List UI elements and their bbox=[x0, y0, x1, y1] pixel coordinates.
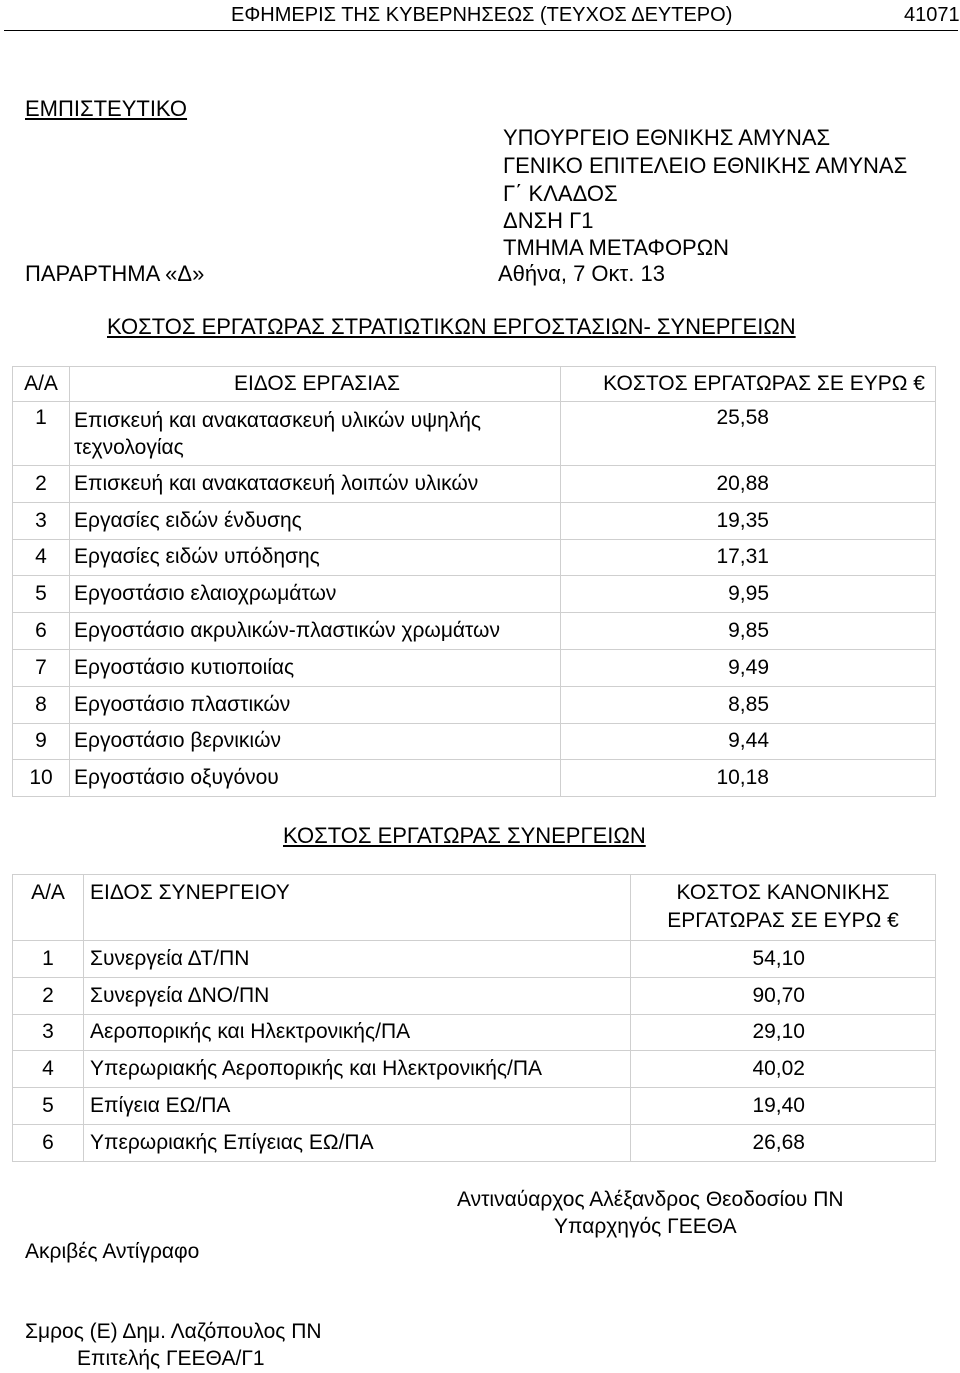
row-aa: 9 bbox=[13, 723, 70, 760]
table-row bbox=[13, 977, 936, 1014]
header-aa: Α/Α bbox=[13, 875, 84, 941]
workshop-cost-table bbox=[12, 366, 936, 797]
row-aa: 1 bbox=[13, 941, 84, 978]
table-row bbox=[13, 1124, 936, 1161]
table2-title: ΚΟΣΤΟΣ ΕΡΓΑΤΩΡΑΣ ΣΥΝΕΡΓΕΙΩΝ bbox=[283, 823, 646, 848]
row-aa: 1 bbox=[13, 402, 70, 466]
table-row bbox=[13, 649, 936, 686]
table-row bbox=[13, 686, 936, 723]
sender-line-3: Γ΄ ΚΛΑΔΟΣ bbox=[503, 181, 618, 206]
row-name: Εργασίες ειδών ένδυσης bbox=[70, 502, 561, 539]
row-aa: 8 bbox=[13, 686, 70, 723]
header-divider bbox=[4, 30, 958, 31]
table-row bbox=[13, 723, 936, 760]
row-name-line-2: τεχνολογίας bbox=[74, 435, 184, 459]
row-cost: 17,31 bbox=[561, 539, 936, 576]
table-row bbox=[13, 576, 936, 613]
row-cost: 25,58 bbox=[561, 402, 936, 466]
signatory-title: Υπαρχηγός ΓΕΕΘΑ bbox=[554, 1215, 737, 1238]
row-name: Εργοστάσιο βερνικιών bbox=[70, 723, 561, 760]
row-name bbox=[70, 402, 561, 466]
sender-line-5: ΤΜΗΜΑ ΜΕΤΑΦΟΡΩΝ bbox=[503, 235, 730, 260]
header-aa: Α/Α bbox=[13, 367, 70, 402]
annex-label: ΠΑΡΑΡΤΗΜΑ «Δ» bbox=[25, 261, 205, 286]
row-name-line-1: Επισκευή και ανακατασκευή υλικών υψηλής bbox=[74, 408, 482, 432]
header-cost: ΚΟΣΤΟΣ ΕΡΓΑΤΩΡΑΣ ΣΕ ΕΥΡΩ € bbox=[561, 367, 936, 402]
place-date: Αθήνα, 7 Οκτ. 13 bbox=[498, 261, 665, 286]
row-name: Εργασίες ειδών υπόδησης bbox=[70, 539, 561, 576]
row-cost: 19,40 bbox=[631, 1088, 936, 1125]
repair-shop-cost-table bbox=[12, 874, 936, 1162]
true-copy-label: Ακριβές Αντίγραφο bbox=[25, 1240, 200, 1263]
gazette-title: ΕΦΗΜΕΡΙΣ ΤΗΣ ΚΥΒΕΡΝΗΣΕΩΣ (ΤΕΥΧΟΣ ΔΕΥΤΕΡΟ) bbox=[231, 4, 733, 26]
table-row bbox=[13, 539, 936, 576]
row-cost: 54,10 bbox=[631, 941, 936, 978]
table-row bbox=[13, 613, 936, 650]
row-aa: 6 bbox=[13, 1124, 84, 1161]
table-row bbox=[13, 466, 936, 503]
page-number: 41071 bbox=[904, 4, 960, 26]
row-aa: 6 bbox=[13, 613, 70, 650]
row-aa: 5 bbox=[13, 1088, 84, 1125]
row-name: Συνεργεία ΔΝΟ/ΠΝ bbox=[84, 977, 631, 1014]
row-name: Συνεργεία ΔΤ/ΠΝ bbox=[84, 941, 631, 978]
row-cost: 9,44 bbox=[561, 723, 936, 760]
sender-line-2: ΓΕΝΙΚΟ ΕΠΙΤΕΛΕΙΟ ΕΘΝΙΚΗΣ ΑΜΥΝΑΣ bbox=[503, 153, 908, 178]
header-work-type: ΕΙΔΟΣ ΕΡΓΑΣΙΑΣ bbox=[70, 367, 561, 402]
sender-line-4: ΔΝΣΗ Γ1 bbox=[503, 208, 594, 233]
row-name: Υπερωριακής Αεροπορικής και Ηλεκτρονικής/ΠΑ bbox=[84, 1051, 631, 1088]
signatory-name: Αντιναύαρχος Αλέξανδρος Θεοδοσίου ΠΝ bbox=[457, 1188, 844, 1211]
row-name: Εργοστάσιο οξυγόνου bbox=[70, 760, 561, 797]
row-cost: 19,35 bbox=[561, 502, 936, 539]
row-aa: 5 bbox=[13, 576, 70, 613]
row-aa: 2 bbox=[13, 977, 84, 1014]
row-aa: 3 bbox=[13, 1014, 84, 1051]
header-cost-line-1: ΚΟΣΤΟΣ ΚΑΝΟΝΙΚΗΣ bbox=[676, 881, 890, 904]
row-cost: 9,95 bbox=[561, 576, 936, 613]
certifying-officer: Σμρος (Ε) Δημ. Λαζόπουλος ΠΝ bbox=[25, 1320, 322, 1343]
row-cost: 8,85 bbox=[561, 686, 936, 723]
table-row bbox=[13, 402, 936, 466]
row-cost: 90,70 bbox=[631, 977, 936, 1014]
table-header-row bbox=[13, 875, 936, 941]
row-aa: 4 bbox=[13, 1051, 84, 1088]
sender-line-1: ΥΠΟΥΡΓΕΙΟ ΕΘΝΙΚΗΣ ΑΜΥΝΑΣ bbox=[503, 125, 831, 150]
row-name: Εργοστάσιο ακρυλικών-πλαστικών χρωμάτων bbox=[70, 613, 561, 650]
row-cost: 10,18 bbox=[561, 760, 936, 797]
header-cost bbox=[631, 875, 936, 941]
row-aa: 2 bbox=[13, 466, 70, 503]
row-name: Επίγεια ΕΩ/ΠΑ bbox=[84, 1088, 631, 1125]
row-cost: 20,88 bbox=[561, 466, 936, 503]
row-name: Εργοστάσιο ελαιοχρωμάτων bbox=[70, 576, 561, 613]
classification-label: ΕΜΠΙΣΤΕΥΤΙΚΟ bbox=[25, 96, 188, 121]
table-row bbox=[13, 1014, 936, 1051]
row-aa: 3 bbox=[13, 502, 70, 539]
row-name: Αεροπορικής και Ηλεκτρονικής/ΠΑ bbox=[84, 1014, 631, 1051]
certifying-officer-title: Επιτελής ΓΕΕΘΑ/Γ1 bbox=[77, 1347, 265, 1370]
row-cost: 29,10 bbox=[631, 1014, 936, 1051]
row-aa: 10 bbox=[13, 760, 70, 797]
row-name: Υπερωριακής Επίγειας ΕΩ/ΠΑ bbox=[84, 1124, 631, 1161]
row-name: Επισκευή και ανακατασκευή λοιπών υλικών bbox=[70, 466, 561, 503]
row-aa: 7 bbox=[13, 649, 70, 686]
row-name: Εργοστάσιο πλαστικών bbox=[70, 686, 561, 723]
table-row bbox=[13, 941, 936, 978]
row-cost: 9,49 bbox=[561, 649, 936, 686]
table-row bbox=[13, 1088, 936, 1125]
table-row bbox=[13, 502, 936, 539]
header-shop-type: ΕΙΔΟΣ ΣΥΝΕΡΓΕΙΟΥ bbox=[84, 875, 631, 941]
table-header-row bbox=[13, 367, 936, 402]
row-cost: 26,68 bbox=[631, 1124, 936, 1161]
row-aa: 4 bbox=[13, 539, 70, 576]
row-cost: 40,02 bbox=[631, 1051, 936, 1088]
row-cost: 9,85 bbox=[561, 613, 936, 650]
header-cost-line-2: ΕΡΓΑΤΩΡΑΣ ΣΕ ΕΥΡΩ € bbox=[667, 909, 899, 932]
table-row bbox=[13, 760, 936, 797]
table-row bbox=[13, 1051, 936, 1088]
table1-title: ΚΟΣΤΟΣ ΕΡΓΑΤΩΡΑΣ ΣΤΡΑΤΙΩΤΙΚΩΝ ΕΡΓΟΣΤΑΣΙΩΝ- ΣΥΝΕΡΓΕΙΩΝ bbox=[107, 314, 796, 339]
row-name: Εργοστάσιο κυτιοποιίας bbox=[70, 649, 561, 686]
